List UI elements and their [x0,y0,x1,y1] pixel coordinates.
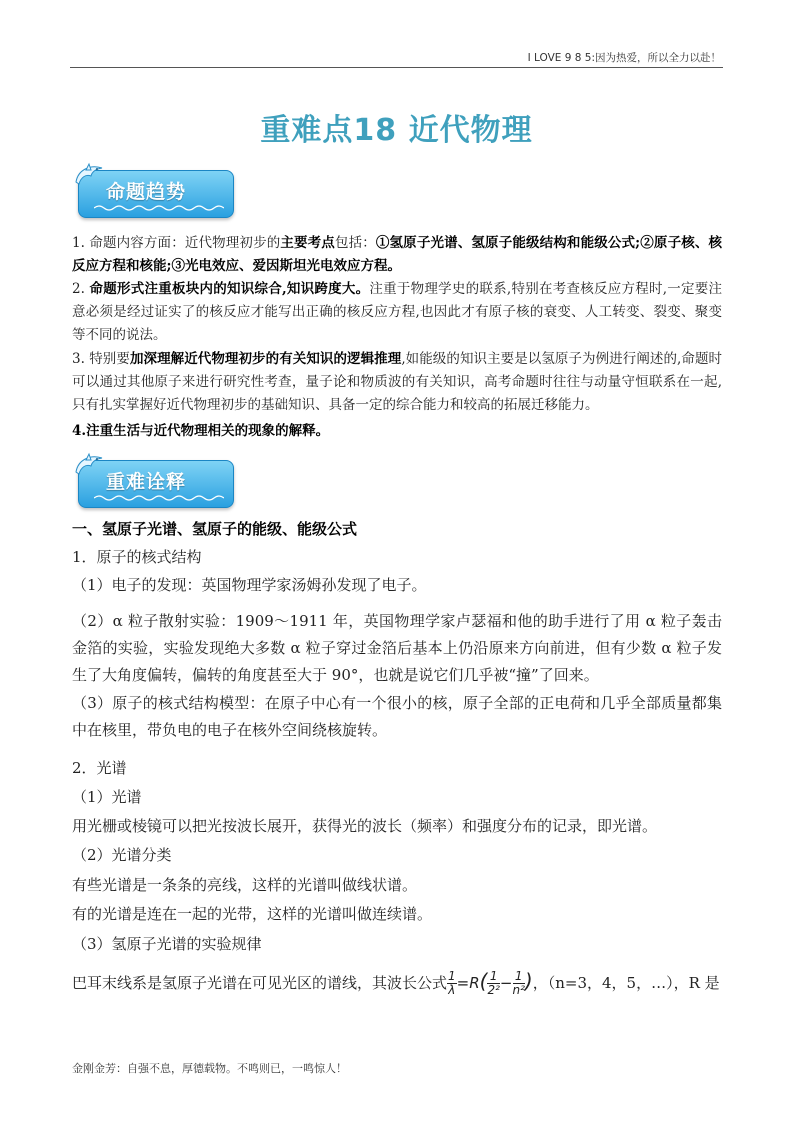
trend-paragraph-3: 3. 特别要加深理解近代物理初步的有关知识的逻辑推理,如能级的知识主要是以氢原子为例进行阐述的,命题时可以通过其他原子来进行研究性考查，量子论和物质波的有关知识，高考命题时往往与动量守恒联系在一起,只有扎实掌握好近代物理初步的基础知识、具备一定的综合能力和较高的拓展迁移能力。 [72,351,723,413]
trend-paragraph-2: 2. 命题形式注重板块内的知识综合,知识跨度大。注重于物理学史的联系,特别在考查核反应方程时,一定要注意必须是经过证实了的核反应才能写出正确的核反应方程,也因此才有原子核的衰变、人工转变、裂变、聚变等不同的说法。 [72,281,723,343]
trend-paragraph-1: 1. 命题内容方面：近代物理初步的主要考点包括：①氢原子光谱、氢原子能级结构和能级公式;②原子核、核反应方程和核能;③光电效应、爱因斯坦光电效应方程。 [72,235,723,274]
spectrum-definition: 用光栅或棱镜可以把光按波长展开，获得光的波长（频率）和强度分布的记录，即光谱。 [72,817,658,835]
item-alpha-scattering: （2）α 粒子散射实验：1909～1911 年，英国物理学家卢瑟福和他的助手进行了用 α 粒子轰击金箔的实验，实验发现绝大多数 α 粒子穿过金箔后基本上仍沿原来方向前进，但有少数 α 粒子发生了大角度偏转，偏转的角度甚至大于 90°，也就是说它们几乎被“撞”了回来。 [72,612,722,684]
page-header: I LOVE 9 8 5:因为热爱，所以全力以赴！ [527,52,721,64]
section-banner-explain [72,450,234,510]
page-title: 重难点18 近代物理 [260,113,533,148]
page-footer: 金刚金芳：自强不息，厚德载物。不鸣则已，一鸣惊人！ [72,1062,347,1075]
item-hydrogen-spectrum-law: （3）氢原子光谱的实验规律 [72,935,262,953]
dolphin-icon [72,450,108,484]
section-heading: 一、氢原子光谱、氢原子的能级、能级公式 [72,520,358,538]
item-spectrum-types: （2）光谱分类 [72,846,172,864]
continuous-spectrum-text: 有的光谱是连在一起的光带，这样的光谱叫做连续谱。 [72,905,433,923]
line-spectrum-text: 有些光谱是一条条的亮线，这样的光谱叫做线状谱。 [72,876,418,894]
dolphin-icon [72,160,108,194]
trend-paragraph-4: 4.注重生活与近代物理相关的现象的解释。 [72,423,330,439]
item-spectrum: （1）光谱 [72,788,142,806]
header-divider [70,67,723,68]
subheading-spectrum: 2．光谱 [72,759,127,777]
banner-label: 命题趋势 [106,181,187,203]
section-banner-trend [72,160,234,220]
balmer-formula: $\frac{1}{\lambda}$ =R( $\frac{1}{\text{2²}}$ − $\frac{1}{\text{n²}}$ ) [448,969,533,997]
banner-label: 重难诠释 [106,471,187,493]
balmer-formula-line: 巴耳末线系是氢原子光谱在可见光区的谱线，其波长公式 $\frac{1}{\lambda}$ =R( $\frac{1}{\text{2²}}$ − $\frac{1}{\text{n²}}$ )，（n=3，4，5，…），R 是 [72,969,720,997]
wave-decoration-icon [94,494,224,502]
wave-decoration-icon [94,204,224,212]
item-nuclear-model: （3）原子的核式结构模型：在原子中心有一个很小的核，原子全部的正电荷和几乎全部质量都集中在核里，带负电的电子在核外空间绕核旋转。 [72,694,722,739]
item-electron-discovery: （1）电子的发现：英国物理学家汤姆孙发现了电子。 [72,576,427,594]
subheading-atomic-structure: 1．原子的核式结构 [72,548,202,566]
